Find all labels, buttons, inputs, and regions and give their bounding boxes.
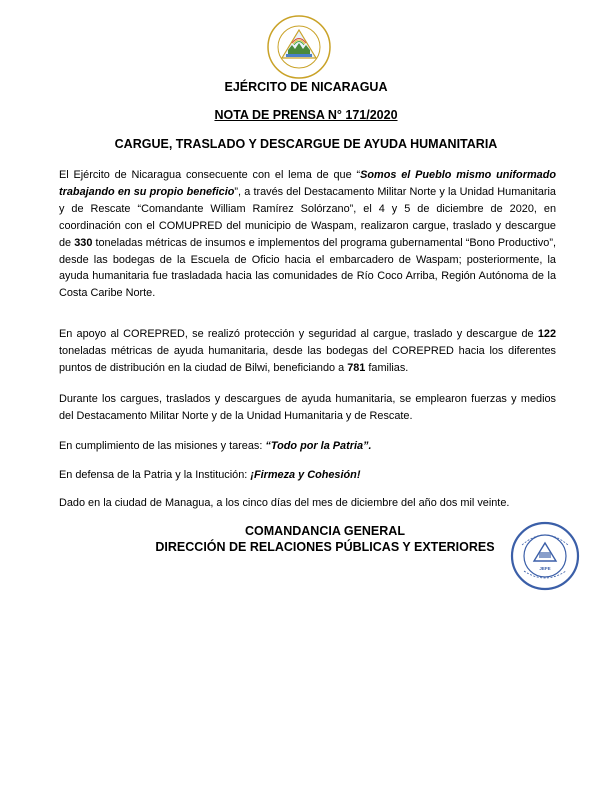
signature-line-2: DIRECCIÓN DE RELACIONES PÚBLICAS Y EXTERIORES bbox=[155, 540, 495, 554]
paragraph-1: El Ejército de Nicaragua consecuente con el lema de que “Somos el Pueblo mismo uniformado trabajando en su propio beneficio”, a través del Destacamento Militar Norte y la Unidad Humanitaria y de Rescate “Comandante William Ramírez Solórzano”, el 4 y 5 de diciembre de 2020, en coordinación con el COMUPRED del municipio de Waspam, realizaron cargue, traslado y descargue de 330 toneladas métricas de insumos e implementos del programa gubernamental “Bono Productivo”, desde las bodegas de la Escuela de Oficio hacia el embarcadero de Waspam; posteriormente, la ayuda humanitaria fue trasladada hacia las comunidades de Río Coco Arriba, Región Autónoma de la Costa Caribe Norte. bbox=[59, 169, 557, 300]
paragraph-3: Durante los cargues, traslados y descargues de ayuda humanitaria, se emplearon fuerzas y medios del Destacamento Militar Norte y de la Unidad Humanitaria y de Rescate. bbox=[59, 393, 556, 422]
official-seal-icon bbox=[510, 521, 580, 591]
stamp-center-text: JEFE bbox=[539, 566, 551, 571]
paragraph-5: En defensa de la Patria y la Institución: ¡Firmeza y Cohesión! bbox=[59, 469, 361, 481]
paragraph-6: Dado en la ciudad de Managua, a los cinco días del mes de diciembre del año dos mil veinte. bbox=[59, 497, 510, 509]
press-note-subject: CARGUE, TRASLADO Y DESCARGUE DE AYUDA HUMANITARIA bbox=[114, 137, 498, 151]
press-note-number: NOTA DE PRENSA N° 171/2020 bbox=[214, 108, 398, 122]
paragraph-4: En cumplimiento de las misiones y tareas: “Todo por la Patria”. bbox=[59, 440, 372, 452]
paragraph-2: En apoyo al COREPRED, se realizó protección y seguridad al cargue, traslado y descargue de 122 toneladas métricas de ayuda humanitaria, desde las bodegas del COREPRED hacia los diferentes puntos de distribución en la ciudad de Bilwi, beneficiando a 781 familias. bbox=[59, 328, 556, 374]
signature-line-1: COMANDANCIA GENERAL bbox=[245, 524, 405, 538]
organization-title: EJÉRCITO DE NICARAGUA bbox=[224, 80, 388, 94]
nicaragua-coat-of-arms-icon bbox=[266, 14, 332, 80]
